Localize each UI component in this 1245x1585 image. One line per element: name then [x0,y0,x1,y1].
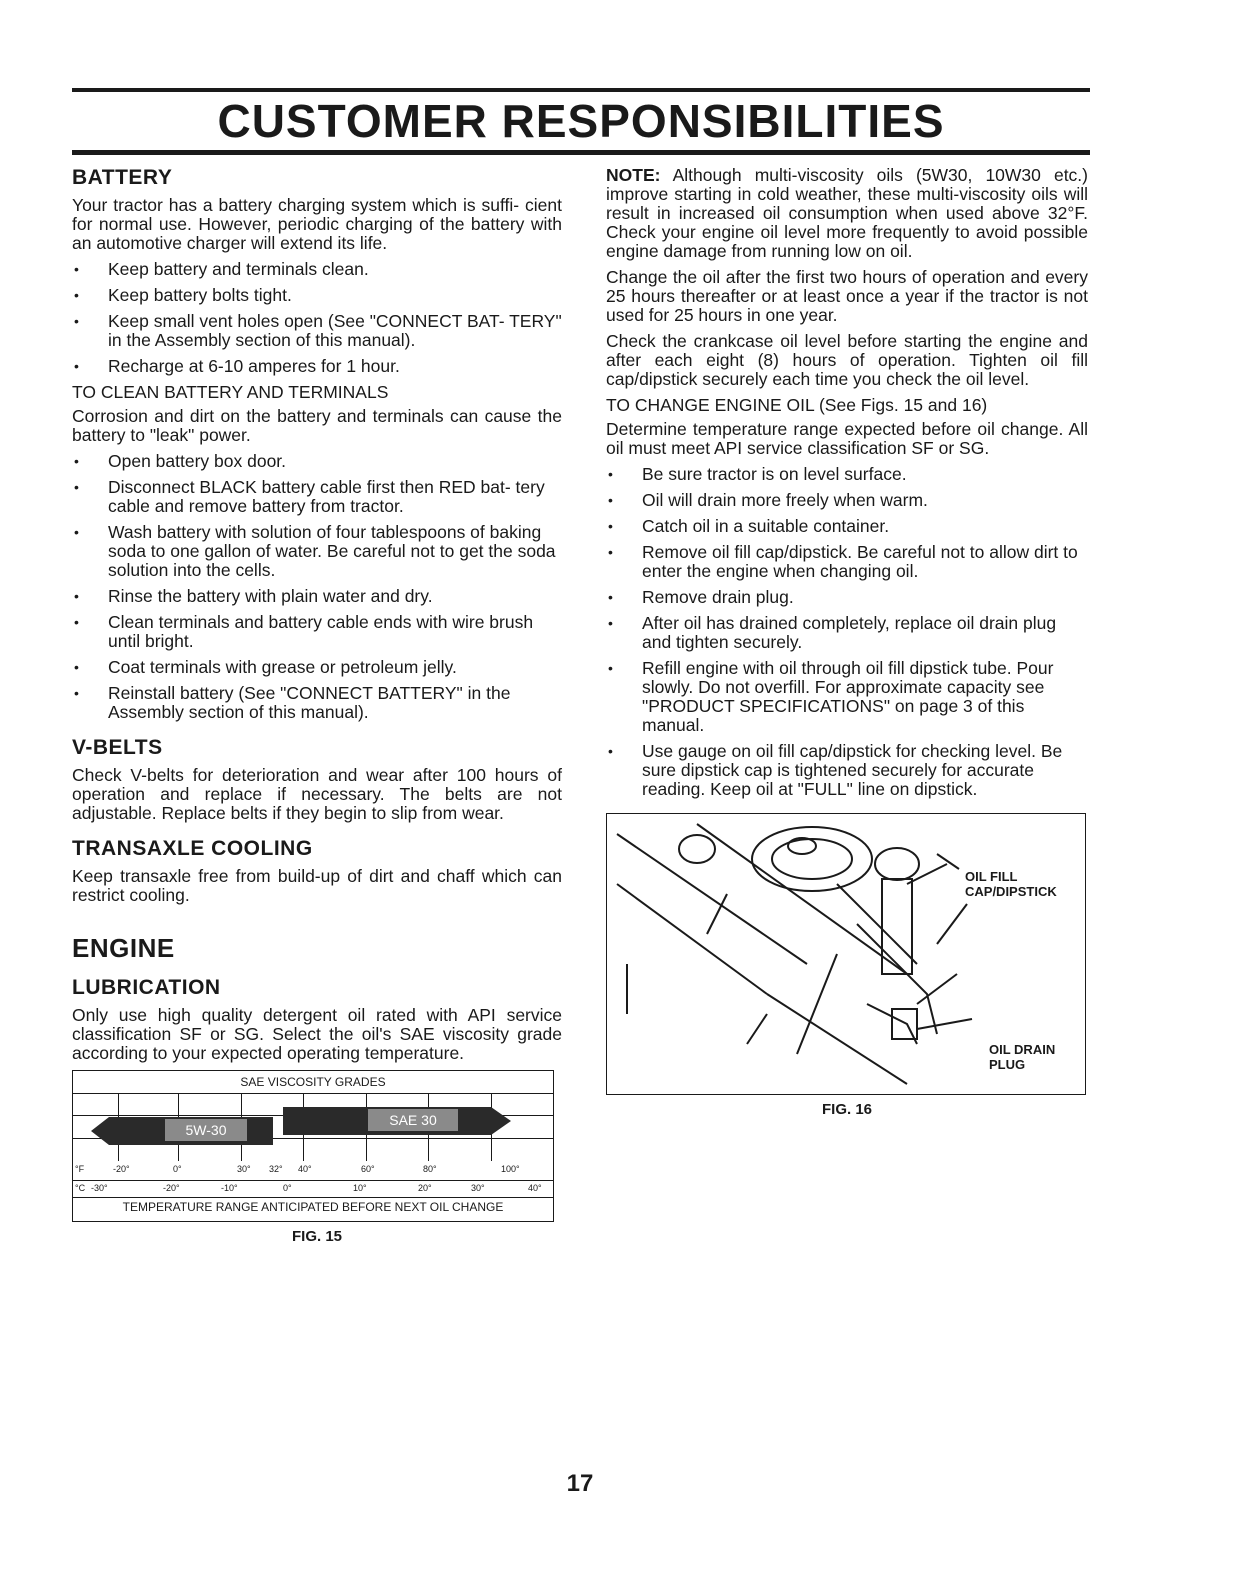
transaxle-text: Keep transaxle free from build-up of dirt and chaff which can restrict cooling. [72,866,562,905]
fahrenheit-unit: °F [75,1164,85,1174]
c-tick-label: 10° [353,1183,367,1193]
clean-battery-heading: TO CLEAN BATTERY AND TERMINALS [72,382,389,402]
clean-battery-intro: Corrosion and dirt on the battery and terminals can cause the battery to "leak" power. [72,406,562,445]
f-tick-label: 0° [173,1164,182,1174]
list-item: • Remove drain plug. [608,587,794,607]
f-tick-label: 80° [423,1164,437,1174]
bullet-icon: • [74,685,79,701]
bullet-icon: • [608,589,613,605]
list-item: • Disconnect BLACK battery cable first then RED bat- tery cable and remove battery from tractor. [74,477,545,516]
left-column [72,166,562,1245]
title-underline [72,150,1090,155]
list-item: • Recharge at 6-10 amperes for 1 hour. [74,356,400,376]
bullet-icon: • [608,660,613,676]
bullet-icon: • [74,313,79,329]
page-title: CUSTOMER RESPONSIBILITIES [217,95,945,147]
viscosity-grid [73,1093,553,1161]
vbelts-heading: V-BELTS [72,736,163,759]
c-tick-label: 40° [528,1183,542,1193]
engine-heading: ENGINE [72,933,175,963]
f-tick-label: 40° [298,1164,312,1174]
bullet-icon: • [74,659,79,675]
list-item: • Rinse the battery with plain water and dry. [74,586,433,606]
viscosity-chart [72,1070,554,1222]
list-item: • Refill engine with oil through oil fill dipstick tube. Pour slowly. Do not overfill. For approximate capacity see "PRODUCT SPECIFICATIONS" on page 3 of this manual. [608,658,1054,735]
oil-change-interval: Change the oil after the first two hours of operation and every 25 hours thereafter or at least once a year if the tractor is not used for 25 hours in one year. [606,267,1088,325]
change-oil-heading: TO CHANGE ENGINE OIL (See Figs. 15 and 16) [606,395,988,415]
battery-heading: BATTERY [72,166,173,189]
lubrication-heading: LUBRICATION [72,976,221,999]
battery-intro: Your tractor has a battery charging system which is suffi- cient for normal use. However, periodic charging of the battery with an automotive charger will extend its life. [72,195,562,253]
viscosity-chart-header: SAE VISCOSITY GRADES [73,1071,553,1094]
fig15-caption: FIG. 15 [291,1228,343,1245]
c-tick-label: 0° [283,1183,292,1193]
bullet-icon: • [74,588,79,604]
bullet-icon: • [608,615,613,631]
viscosity-bars [73,1093,553,1161]
bullet-icon: • [74,524,79,540]
clean-battery-bullets [72,452,562,722]
list-item: • Keep small vent holes open (See "CONNECT BAT- TERY" in the Assembly section of this manual). [74,311,562,350]
page-number: 17 [566,1470,594,1497]
list-item: • After oil has drained completely, replace oil drain plug and tighten securely. [608,613,1057,652]
c-tick-label: -20° [163,1183,180,1193]
top-rule [72,88,1090,92]
list-item: • Clean terminals and battery cable ends with wire brush until bright. [74,612,534,651]
bullet-icon: • [74,261,79,277]
c-tick-label: 20° [418,1183,432,1193]
fahrenheit-scale [73,1162,553,1181]
5w30-label: 5W-30 [185,1122,227,1138]
determine-temp-text: Determine temperature range expected before oil change. All oil must meet API service classification SF or SG. [606,419,1088,458]
f-tick-label: -20° [113,1164,130,1174]
f-tick-label: 32° [269,1164,283,1174]
oil-fill-label: OIL FILL CAP/DIPSTICK [965,869,1057,899]
list-item: • Keep battery bolts tight. [74,285,292,305]
list-item: • Use gauge on oil fill cap/dipstick for checking level. Be sure dipstick cap is tightened securely for accurate reading. Keep oil at "FULL" line on dipstick. [608,741,1063,799]
transaxle-heading: TRANSAXLE COOLING [72,837,313,860]
oil-note [606,166,1088,261]
c-tick-label: -30° [91,1183,108,1193]
vbelts-text: Check V-belts for deterioration and wear after 100 hours of operation and replace if necessary. The belts are not adjustable. Replace belts if they begin to slip from wear. [72,765,562,823]
list-item: • Be sure tractor is on level surface. [608,464,907,484]
list-item: • Open battery box door. [74,451,287,471]
bullet-icon: • [74,614,79,630]
battery-bullets [72,260,562,376]
list-item: • Remove oil fill cap/dipstick. Be careful not to allow dirt to enter the engine when changing oil. [608,542,1078,581]
bullet-icon: • [74,358,79,374]
bullet-icon: • [608,743,613,759]
sae30-label: SAE 30 [389,1112,437,1128]
engine-oil-illustration [606,813,1086,1095]
bullet-icon: • [608,492,613,508]
f-tick-label: 60° [361,1164,375,1174]
bullet-icon: • [608,466,613,482]
lubrication-text: Only use high quality detergent oil rated with API service classification SF or SG. Select the oil's SAE viscosity grade according to your expected operating temperature. [72,1005,562,1063]
c-tick-label: -10° [221,1183,238,1193]
list-item: • Catch oil in a suitable container. [608,516,890,536]
note-text: Although multi-viscosity oils (5W30, 10W30 etc.) improve starting in cold weather, these multi-viscosity oils will result in increased oil consumption when used above 32°F. Check your engine oil level more frequently to avoid possible engine damage from running low on oil. [606,165,1088,261]
right-column [606,166,1088,1118]
list-item: • Wash battery with solution of four tablespoons of baking soda to one gallon of water. Be careful not to get the soda solution into the cells. [74,522,556,580]
bullet-icon: • [74,479,79,495]
bullet-icon: • [608,518,613,534]
note-label: NOTE: [606,165,661,185]
bullet-icon: • [608,544,613,560]
c-tick-label: 30° [471,1183,485,1193]
change-oil-bullets [606,465,1088,799]
f-tick-label: 30° [237,1164,251,1174]
list-item: • Reinstall battery (See "CONNECT BATTERY" in the Assembly section of this manual). [74,683,511,722]
bullet-icon: • [74,453,79,469]
oil-drain-label: OIL DRAIN PLUG [989,1042,1056,1072]
fig16-caption: FIG. 16 [821,1101,873,1118]
f-tick-label: 100° [501,1164,520,1174]
bullet-icon: • [74,287,79,303]
list-item: • Oil will drain more freely when warm. [608,490,928,510]
celsius-scale [73,1181,553,1197]
list-item: • Coat terminals with grease or petroleum jelly. [74,657,457,677]
celsius-unit: °C [75,1183,86,1193]
oil-check-text: Check the crankcase oil level before starting the engine and after each eight (8) hours of operation. Tighten oil fill cap/dipstick securely each time you check the oil level. [606,331,1088,389]
list-item: • Keep battery and terminals clean. [74,259,369,279]
viscosity-chart-footer: TEMPERATURE RANGE ANTICIPATED BEFORE NEXT OIL CHANGE [73,1197,553,1218]
